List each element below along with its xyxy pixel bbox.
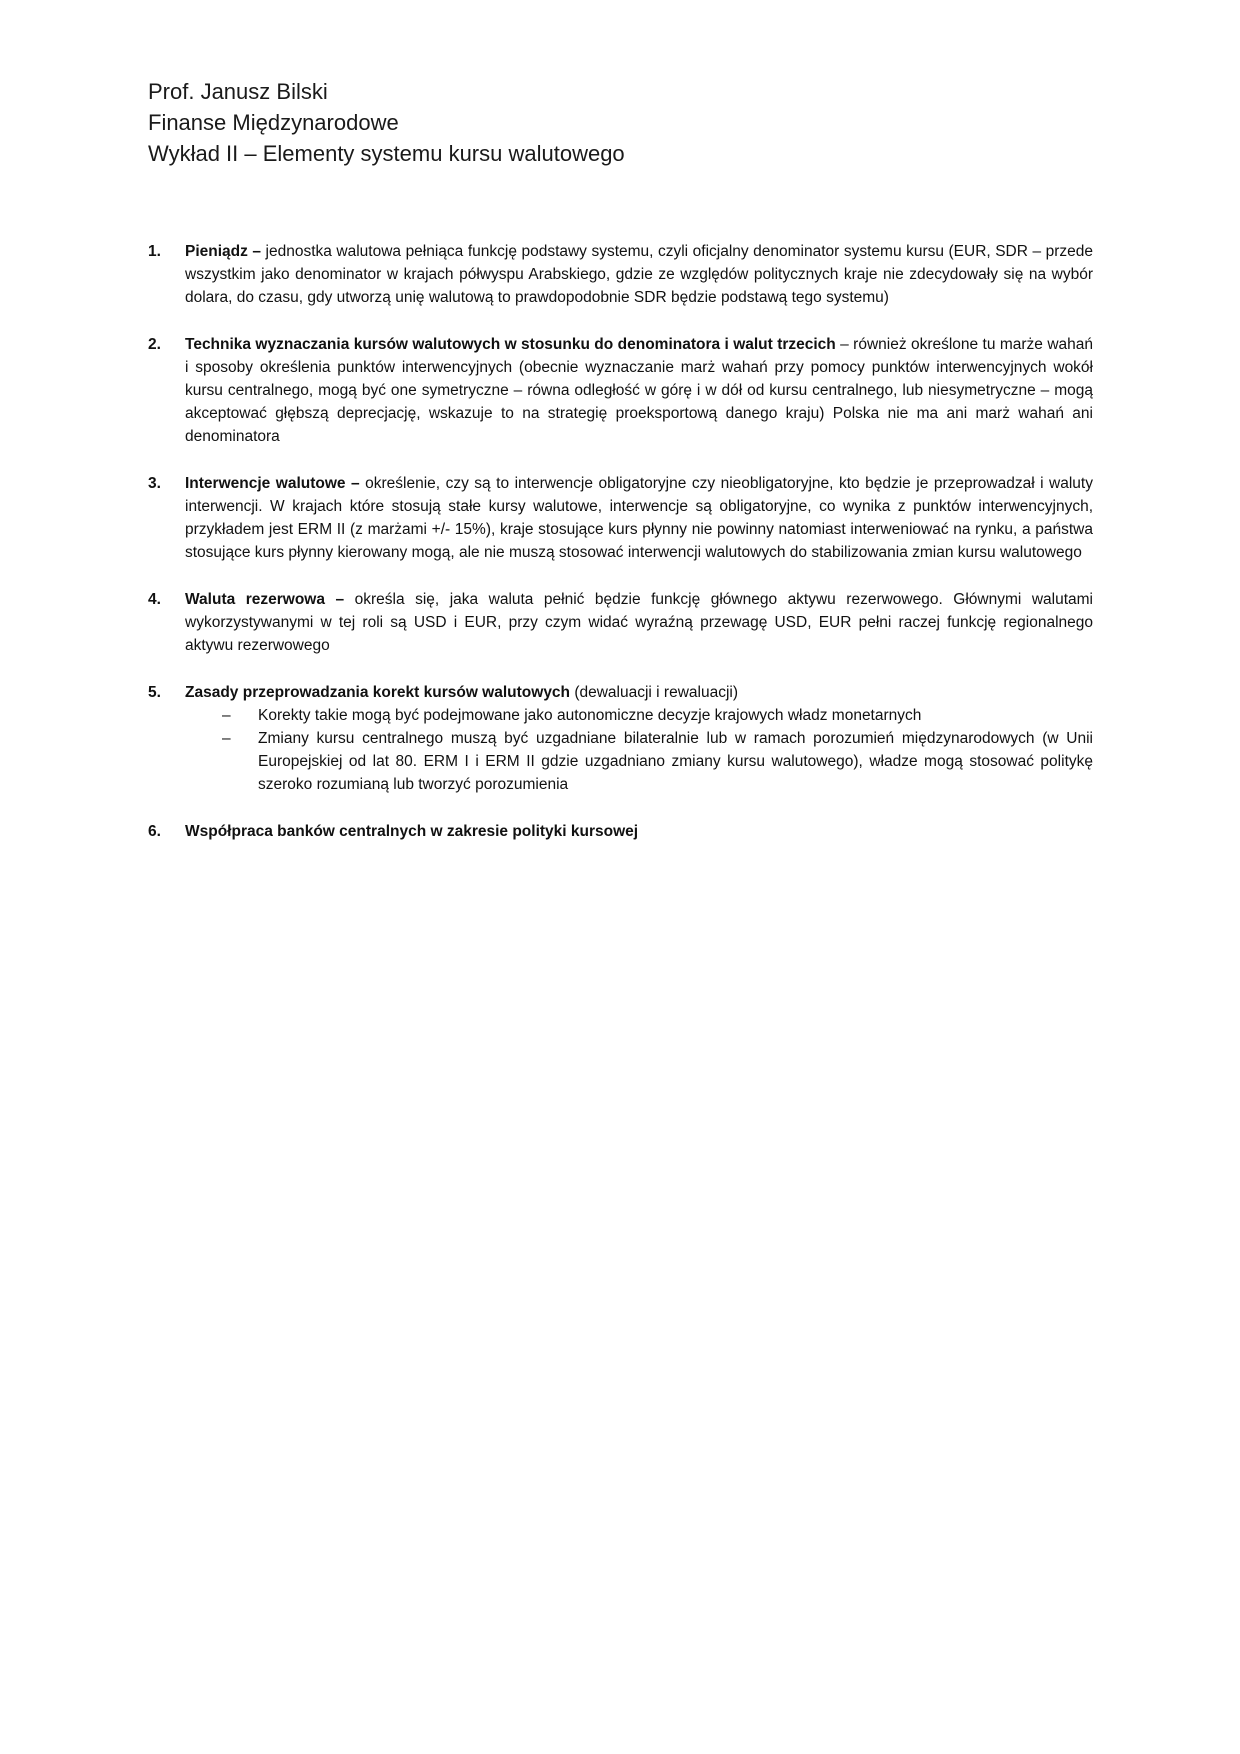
item-body — [185, 820, 1093, 843]
item-number: 6. — [148, 823, 161, 840]
sub-list — [185, 704, 1093, 796]
item-body — [185, 681, 1093, 704]
list-item — [148, 588, 1093, 657]
sub-list-item — [185, 704, 1093, 727]
item-number: 1. — [148, 243, 161, 260]
item-text: – również określone tu marże wahań i sposoby określenia punktów interwencyjnych (obecnie wyznaczanie marż wahań przy pomocy punktów interwencyjnych wokół kursu centralnego, mogą być one symetryczne – równa odległość w górę i w dół od kursu centralnego, lub niesymetryczne – mogą akceptować głębszą deprecjację, wskazuje to na strategię proeksportową danego kraju) Polska nie ma ani marż wahań ani denominatora — [185, 336, 1093, 445]
item-body — [185, 240, 1093, 309]
item-title: Interwencje walutowe – — [185, 475, 360, 492]
sub-item-text: Korekty takie mogą być podejmowane jako autonomiczne decyzje krajowych władz monetarnych — [258, 707, 922, 724]
item-title: Współpraca banków centralnych w zakresie polityki kursowej — [185, 823, 639, 840]
item-number: 3. — [148, 475, 161, 492]
numbered-list — [148, 240, 1093, 867]
item-number: 2. — [148, 336, 161, 353]
item-title: Zasady przeprowadzania korekt kursów walutowych — [185, 684, 571, 701]
document-header — [148, 76, 625, 169]
list-item — [148, 820, 1093, 843]
item-title: Waluta rezerwowa – — [185, 591, 345, 608]
item-body — [185, 333, 1093, 448]
dash-bullet: – — [222, 730, 231, 747]
author-line: Prof. Janusz Bilski — [148, 79, 328, 104]
list-item — [148, 240, 1093, 309]
list-item — [148, 681, 1093, 796]
item-number: 4. — [148, 591, 161, 608]
item-title: Technika wyznaczania kursów walutowych w stosunku do denominatora i walut trzecich — [185, 336, 836, 353]
item-text: określenie, czy są to interwencje obligatoryjne czy nieobligatoryjne, kto będzie je przeprowadzał i waluty interwencji. W krajach które stosują stałe kursy walutowe, interwencje są obligatoryjne, co wynika z punktów interwencyjnych, przykładem jest ERM II (z marżami +/- 15%), kraje stosujące kurs płynny nie powinny natomiast interweniować na rynku, a państwa stosujące kurs płynny kierowany mogą, ale nie muszą stosować interwencji walutowych do stabilizowania zmian kursu walutowego — [185, 475, 1093, 561]
sub-list-item — [185, 727, 1093, 796]
item-text: (dewaluacji i rewaluacji) — [570, 684, 739, 701]
item-title: Pieniądz – — [185, 243, 262, 260]
item-body — [185, 472, 1093, 564]
list-item — [148, 472, 1093, 564]
lecture-title: Wykład II – Elementy systemu kursu walutowego — [148, 141, 625, 166]
list-item — [148, 333, 1093, 448]
course-line: Finanse Międzynarodowe — [148, 110, 399, 135]
item-number: 5. — [148, 684, 161, 701]
item-text: określa się, jaka waluta pełnić będzie funkcję głównego aktywu rezerwowego. Głównymi walutami wykorzystywanymi w tej roli są USD i EUR, przy czym widać wyraźną przewagę USD, EUR pełni raczej funkcję regionalnego aktywu rezerwowego — [185, 591, 1093, 654]
item-text: jednostka walutowa pełniąca funkcję podstawy systemu, czyli oficjalny denominator systemu kursu (EUR, SDR – przede wszystkim jako denominator w krajach półwyspu Arabskiego, gdzie ze względów politycznych kraje nie zdecydowały się na wybór dolara, do czasu, gdy utworzą unię walutową to prawdopodobnie SDR będzie podstawą tego systemu) — [185, 243, 1093, 306]
sub-item-text: Zmiany kursu centralnego muszą być uzgadniane bilateralnie lub w ramach porozumień międzynarodowych (w Unii Europejskiej od lat 80. ERM I i ERM II gdzie uzgadniano zmiany kursu walutowego), władze mogą stosować politykę szeroko rozumianą lub tworzyć porozumienia — [258, 730, 1093, 793]
dash-bullet: – — [222, 707, 231, 724]
item-body — [185, 588, 1093, 657]
